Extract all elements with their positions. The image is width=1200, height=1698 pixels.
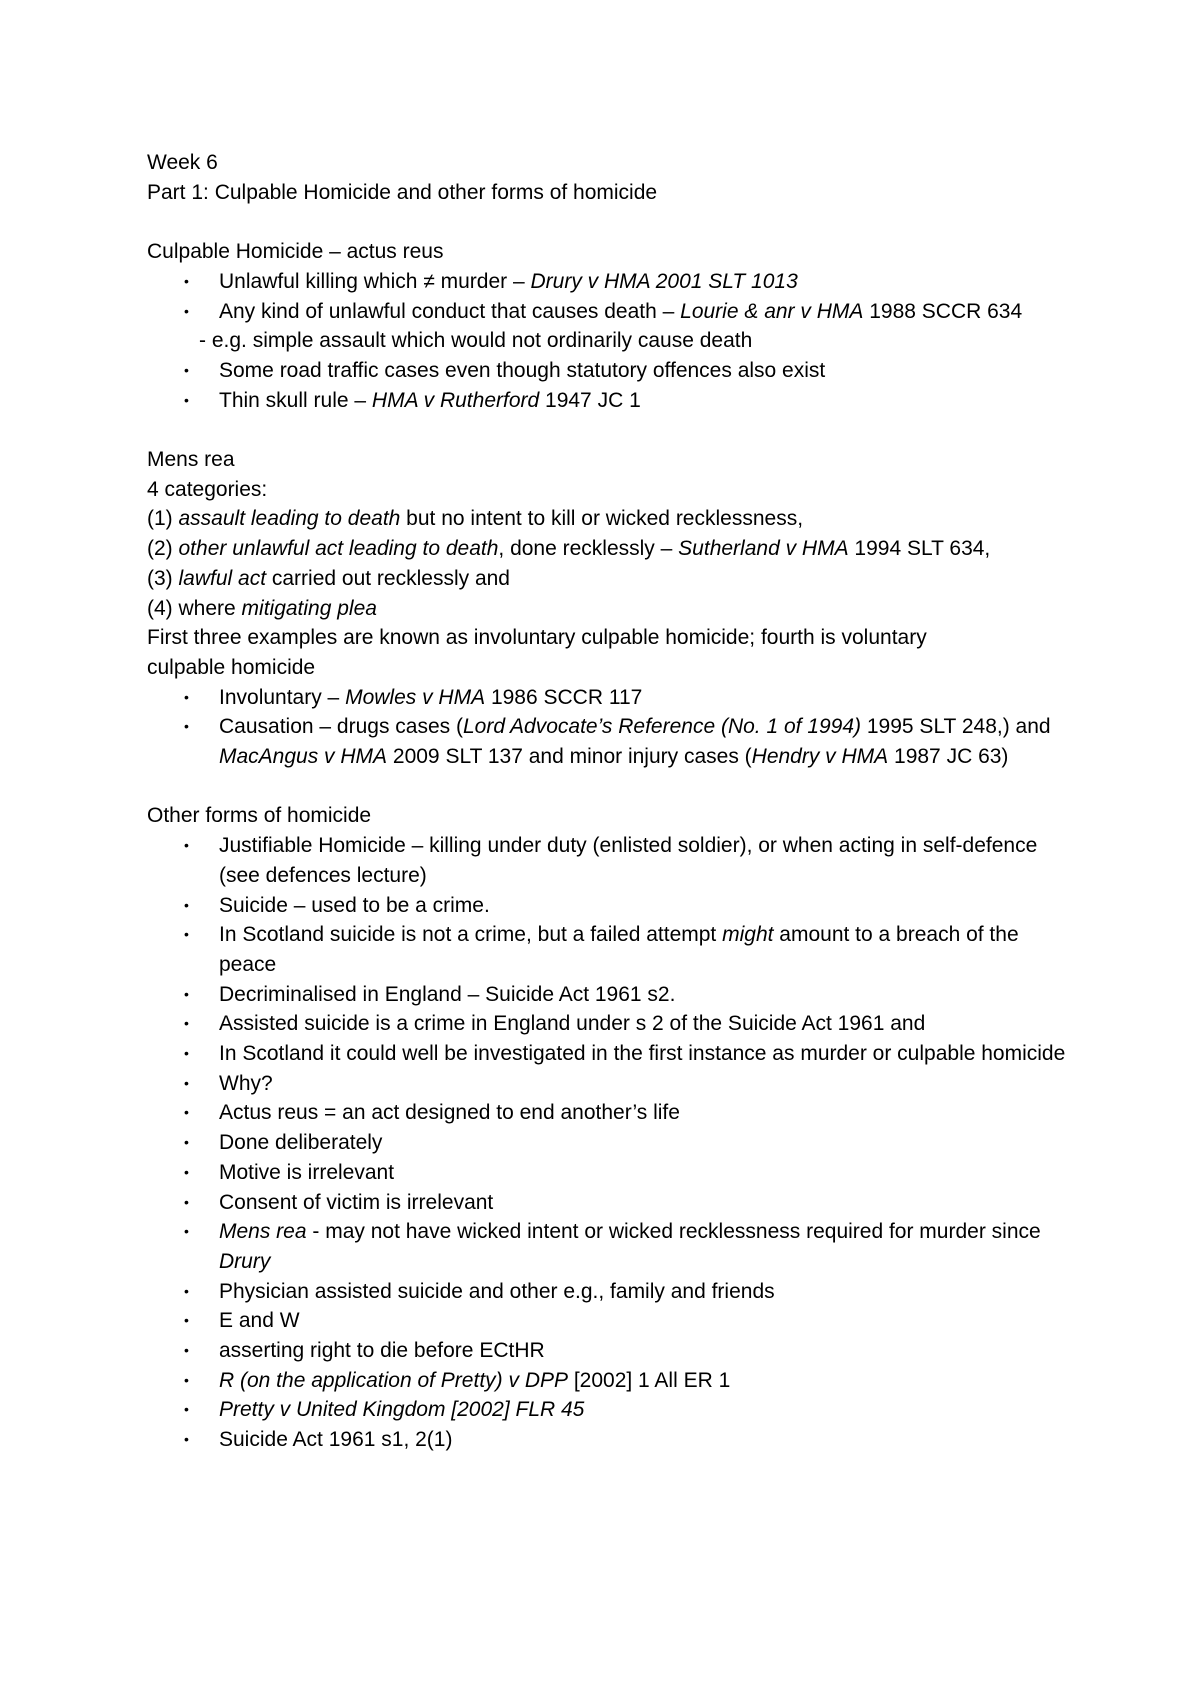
other-forms-heading: Other forms of homicide [147, 804, 372, 828]
bullet-icon: • [184, 718, 189, 735]
list-item [147, 712, 1080, 771]
categories-label: 4 categories: [147, 477, 268, 501]
bullet-icon: • [184, 837, 189, 854]
list-item [147, 1425, 1080, 1455]
list-item-text [219, 1369, 730, 1392]
italic-text: Sutherland v HMA [678, 537, 849, 561]
text-run: Suicide – used to be a crime. [219, 893, 490, 917]
summary-line: culpable homicide [147, 655, 316, 679]
list-item-text [219, 686, 642, 709]
list-item-text [219, 715, 1051, 768]
bullet-icon: • [184, 1401, 189, 1418]
list-item-text [219, 359, 825, 382]
list-item-text [219, 1191, 493, 1214]
italic-text: Mowles v HMA [345, 685, 486, 709]
list-item [147, 1039, 1080, 1069]
list-item-text [219, 1161, 394, 1184]
text-run: (1) [147, 507, 179, 531]
italic-text: Drury v HMA 2001 SLT 1013 [530, 269, 798, 293]
text-run: Consent of victim is irrelevant [219, 1190, 494, 1214]
italic-text: other unlawful act leading to death [178, 537, 499, 561]
text-run: Involuntary – [219, 685, 346, 709]
bullet-icon: • [184, 272, 189, 289]
text-run: Actus reus = an act designed to end another’s life [219, 1101, 680, 1125]
text-run: Motive is irrelevant [219, 1160, 395, 1184]
mens-rea-heading: Mens rea [147, 448, 235, 471]
category-line [147, 564, 1080, 594]
text-run: amount to a breach of the peace [219, 923, 1019, 976]
italic-text: HMA v Rutherford [371, 388, 540, 412]
other-forms-list [147, 831, 1080, 1455]
spacer [147, 415, 1080, 445]
bullet-icon: • [184, 1312, 189, 1329]
actus-reus-list-continued [147, 356, 1080, 415]
italic-text: Lourie & anr v HMA [680, 299, 864, 323]
text-run: Done deliberately [219, 1131, 383, 1155]
bullet-icon: • [184, 302, 189, 319]
text-run: Justifiable Homicide – killing under duty (enlisted soldier), or when acting in self-defence (see defences lecture) [219, 834, 1038, 887]
list-item-text [219, 983, 675, 1006]
bullet-icon: • [184, 688, 189, 705]
list-item-text [219, 1280, 775, 1303]
bullet-icon: • [184, 1134, 189, 1151]
spacer [147, 207, 1080, 237]
text-run: carried out recklessly and [266, 566, 510, 590]
list-item-text [219, 1012, 925, 1035]
bullet-icon: • [184, 1193, 189, 1210]
list-item [147, 920, 1080, 979]
italic-text: Drury [219, 1249, 271, 1273]
text-run: asserting right to die before ECtHR [219, 1339, 545, 1363]
text-run: Assisted suicide is a crime in England under s 2 of the Suicide Act 1961 and [219, 1012, 926, 1036]
category-line [147, 504, 1080, 534]
list-item [147, 1188, 1080, 1218]
list-item [147, 1009, 1080, 1039]
list-item-text [219, 1339, 545, 1362]
text-run: Decriminalised in England – Suicide Act 1961 s2. [219, 982, 676, 1006]
text-run: 1987 JC 63) [888, 745, 1009, 769]
example-continuation: - e.g. simple assault which would not ordinarily cause death [199, 329, 753, 353]
list-item [147, 831, 1080, 890]
list-item [147, 1366, 1080, 1396]
text-run: E and W [219, 1309, 300, 1333]
list-item [147, 297, 1080, 327]
list-item-text [219, 1042, 1065, 1065]
bullet-icon: • [184, 926, 189, 943]
italic-text: MacAngus v HMA [219, 745, 388, 769]
text-run: Some road traffic cases even though statutory offences also exist [219, 358, 826, 382]
list-item-text [219, 1101, 680, 1124]
text-run: Causation – drugs cases ( [219, 715, 463, 739]
italic-text: Hendry v HMA [751, 745, 889, 769]
bullet-icon: • [184, 896, 189, 913]
category-line [147, 594, 1080, 624]
list-item [147, 1395, 1080, 1425]
bullet-icon: • [184, 1104, 189, 1121]
list-item [147, 1336, 1080, 1366]
bullet-icon: • [184, 1045, 189, 1062]
italic-text: lawful act [178, 566, 267, 590]
list-item [147, 1277, 1080, 1307]
text-run: 1947 JC 1 [539, 388, 641, 412]
week-label: Week 6 [147, 151, 218, 174]
italic-text: Mens rea [219, 1220, 307, 1244]
bullet-icon: • [184, 1015, 189, 1032]
list-item [147, 1306, 1080, 1336]
list-item-text [219, 834, 1037, 887]
italic-text: might [722, 923, 774, 947]
bullet-icon: • [184, 1074, 189, 1091]
list-item [147, 1069, 1080, 1099]
text-run: 1988 SCCR 634 [863, 299, 1023, 323]
text-run: - may not have wicked intent or wicked recklessness required for murder since [306, 1220, 1041, 1244]
list-item [147, 683, 1080, 713]
italic-text: mitigating plea [241, 596, 377, 620]
actus-reus-list [147, 267, 1080, 326]
bullet-icon: • [184, 1431, 189, 1448]
italic-text: Pretty v United Kingdom [2002] FLR 45 [219, 1398, 585, 1422]
summary-line: First three examples are known as involuntary culpable homicide; fourth is voluntary [147, 626, 927, 650]
list-item [147, 1128, 1080, 1158]
text-run: (3) [147, 566, 179, 590]
spacer [147, 772, 1080, 802]
actus-reus-heading: Culpable Homicide – actus reus [147, 240, 444, 264]
text-run: Unlawful killing which ≠ murder – [219, 269, 531, 293]
text-run: Any kind of unlawful conduct that causes death – [219, 299, 681, 323]
list-item-text [219, 1398, 584, 1421]
text-run: Physician assisted suicide and other e.g., family and friends [219, 1279, 775, 1303]
text-run: In Scotland it could well be investigated in the first instance as murder or culpable homicide [219, 1042, 1066, 1066]
list-item [147, 891, 1080, 921]
bullet-icon: • [184, 985, 189, 1002]
text-run: 2009 SLT 137 and minor injury cases ( [387, 745, 752, 769]
text-run: (4) where [147, 596, 242, 620]
list-item-text [219, 894, 490, 917]
text-run: 1995 SLT 248,) and [861, 715, 1051, 739]
text-run: [2002] 1 All ER 1 [568, 1368, 731, 1392]
text-run: 1986 SCCR 117 [485, 685, 643, 709]
list-item [147, 1217, 1080, 1276]
list-item-text [219, 270, 798, 293]
list-item-text [219, 1072, 273, 1095]
text-run: (2) [147, 537, 179, 561]
bullet-icon: • [184, 1342, 189, 1359]
bullet-icon: • [184, 1371, 189, 1388]
list-item [147, 1098, 1080, 1128]
part-title: Part 1: Culpable Homicide and other forms of homicide [147, 180, 658, 204]
text-run: Thin skull rule – [219, 388, 372, 412]
list-item [147, 1158, 1080, 1188]
italic-text: assault leading to death [178, 507, 401, 531]
list-item-text [219, 1220, 1041, 1273]
list-item [147, 267, 1080, 297]
list-item-text [219, 300, 1022, 323]
italic-text: R (on the application of Pretty) v DPP [219, 1368, 568, 1392]
list-item-text [219, 1428, 452, 1451]
italic-text: Lord Advocate’s Reference (No. 1 of 1994) [462, 715, 862, 739]
list-item-text [219, 923, 1019, 976]
list-item [147, 356, 1080, 386]
text-run: Why? [219, 1071, 273, 1095]
mens-rea-list [147, 683, 1080, 772]
list-item-text [219, 1309, 300, 1332]
bullet-icon: • [184, 391, 189, 408]
list-item-text [219, 1131, 382, 1154]
bullet-icon: • [184, 1223, 189, 1240]
text-run: , done recklessly – [498, 537, 679, 561]
bullet-icon: • [184, 1282, 189, 1299]
text-run: In Scotland suicide is not a crime, but a failed attempt [219, 923, 723, 947]
text-run: Suicide Act 1961 s1, 2(1) [219, 1428, 453, 1452]
bullet-icon: • [184, 1163, 189, 1180]
category-line [147, 534, 1080, 564]
list-item [147, 980, 1080, 1010]
text-run: 1994 SLT 634, [848, 537, 991, 561]
bullet-icon: • [184, 361, 189, 378]
list-item [147, 386, 1080, 416]
list-item-text [219, 389, 641, 412]
text-run: but no intent to kill or wicked recklessness, [400, 507, 804, 531]
